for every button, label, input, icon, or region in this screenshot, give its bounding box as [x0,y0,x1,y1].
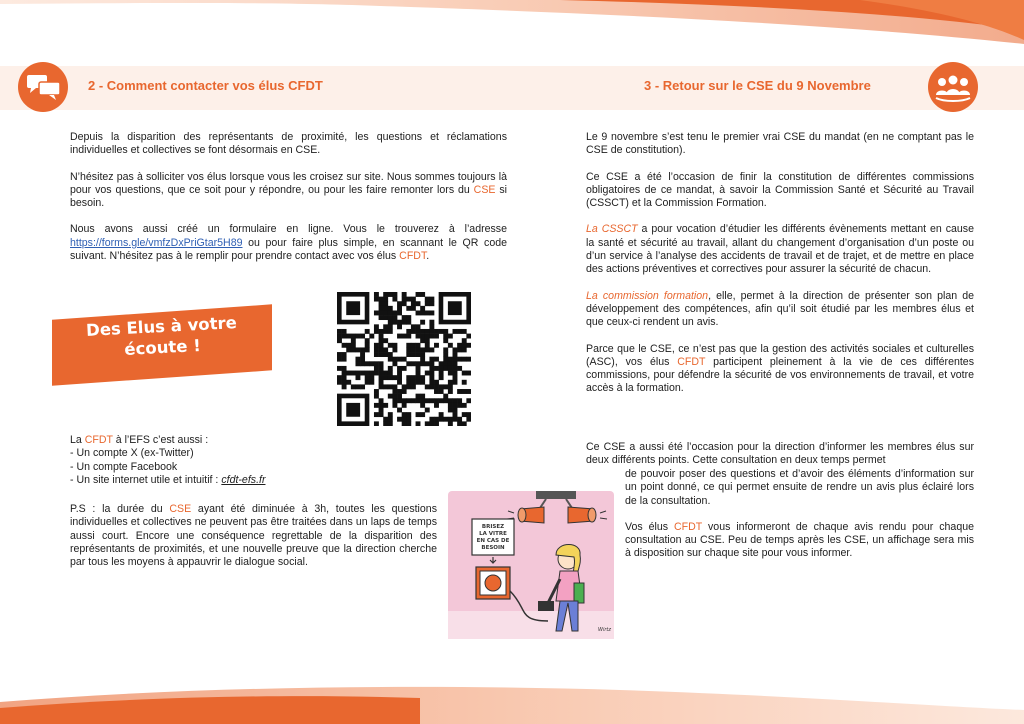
form-link[interactable]: https://forms.gle/vmfzDxPriGtar5H89 [70,236,243,249]
sign-text: LA VITRE [479,531,507,537]
paragraph: N’hésitez pas à solliciter vos élus lorsque vous les croisez sur site. Nous sommes toujours là pour vos questions, que ce soit pour y répondre, ou pour les faire remonter lors du CSE si besoin. [70,170,508,210]
qr-code[interactable] [337,292,471,426]
paragraph: Ce CSE a aussi été l’occasion pour la direction d’informer les membres élus sur deux différents points. Cette consultation en deux temps permet [586,441,974,467]
left-section-title: 2 - Comment contacter vos élus CFDT [88,78,323,93]
signature: Wirtz [598,627,611,633]
sign-text: EN CAS DE [476,538,510,544]
paragraph: Vos élus CFDT vous informeront de chaque avis rendu pour chaque consultation au CSE. Peu de temps après les CSE, un affichage sera mis à disposition sur chaque site pour vous informer. [625,520,974,560]
right-column-text-3 [625,468,974,574]
paragraph: La CSSCT a pour vocation d’étudier les différents évènements mettant en cause la santé et sécurité au travail, allant du changement d’organisation d’un poste ou d’un service à l’analyse des accidents de travail et de trajet, et de mettre en place des actions préventives et correctives pour assurer la sécurité de chacun. [586,223,974,276]
right-column-text [586,131,974,409]
paragraph: Depuis la disparition des représentants de proximité, les questions et réclamations individuelles et collectives se font désormais en CSE. [70,131,507,157]
paragraph: Parce que le CSE, ce n’est pas que la gestion des activités sociales et culturelles (ASC), vos élus CFDT participent pleinement à la vie de ces différentes commissions, pour défendre la sécurité de vos environnements de travail, et votre accès à la formation. [586,342,975,395]
group-icon [928,62,978,112]
paragraph: La commission formation, elle, permet à la direction de présenter son plan de développement des compétences, afin qu’il soit étudié par les membres élus et que ceux-ci rendent un avis. [586,289,974,329]
site-link[interactable]: cfdt-efs.fr [221,473,266,486]
top-decoration [0,0,1024,60]
list-item: - Un compte Facebook [70,460,178,473]
sign-text: BRISEZ [481,524,505,530]
paragraph: de pouvoir poser des questions et d’avoir des éléments d’information sur un point donné, ce qui permet ensuite de rendre un avis plus éclairé lors de la consultation. [625,468,974,507]
paragraph: P.S : la durée du CSE ayant été diminuée à 3h, toutes les questions individuelles et collectives ne peuvent pas être traitées dans un laps de temps aussi court. Encore une conséquence regrettable de la disparition des représentants de proximités, et une nouvelle preuve que la direction cherche par tous les moyens à appauvrir le dialogue social. [70,503,437,569]
paragraph: Nous avons aussi créé un formulaire en ligne. Vous le trouverez à l’adresse https://forms.gle/vmfzDxPriGtar5H89 ou pour faire plus simple, en scannant le QR code suivant. N’hésitez pas à le remplir pour prendre contact avec vos élus CFDT. [70,223,507,263]
paragraph: Ce CSE a été l’occasion de finir la constitution de différentes commissions obligatoires de ce mandat, à savoir la Commission Santé et Sécurité au Travail (CSSCT) et la Commission Formation. [586,170,974,210]
left-intro-text [70,131,507,276]
cartoon-illustration [448,491,614,639]
right-section-title: 3 - Retour sur le CSE du 9 Novembre [644,78,871,93]
right-column-text-2 [586,441,974,468]
banner-line: Des Elus à votre [85,313,238,340]
banner-line: écoute ! [123,335,202,359]
list-item: - Un site internet utile et intuitif : cfdt-efs.fr [70,473,266,486]
bottom-decoration [0,680,1024,724]
ps-text [70,503,437,582]
efs-heading: La CFDT à l’EFS c’est aussi : [70,434,209,446]
chat-icon [18,62,68,112]
list-item: - Un compte X (ex-Twitter) [70,447,194,460]
efs-list [70,434,507,487]
sign-text: BESOIN [481,545,505,551]
paragraph: Le 9 novembre s’est tenu le premier vrai CSE du mandat (en ne comptant pas le CSE de constitution). [586,131,974,157]
